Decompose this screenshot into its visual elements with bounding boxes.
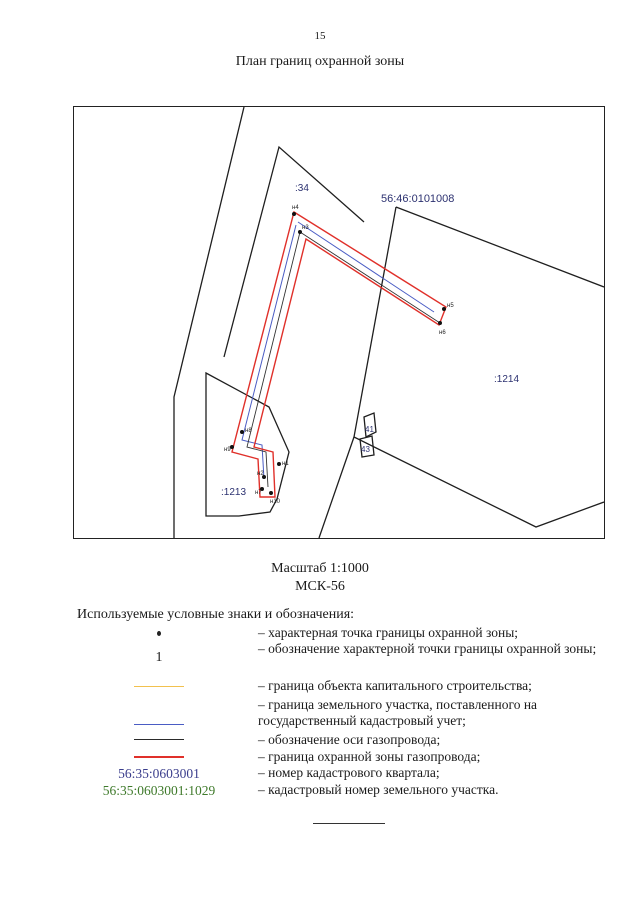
point-dot	[269, 491, 273, 495]
page-title: План границ охранной зоны	[235, 54, 405, 69]
legend-text: – характерная точка границы охранной зоны;	[258, 625, 519, 640]
point-dot	[292, 212, 296, 216]
quarter-label: 56:46:0101008	[381, 193, 455, 205]
parcel-boundaries	[174, 107, 604, 538]
point-label: н10	[270, 499, 280, 505]
blue-line-icon	[134, 724, 184, 725]
legend-row-point	[60, 625, 620, 641]
legend-symbol	[60, 748, 258, 765]
coordinate-system: МСК-56	[295, 579, 345, 594]
point-label: н6	[439, 330, 446, 336]
legend-text: – кадастровый номер земельного участка.	[258, 782, 499, 797]
legend-text: – обозначение характерной точки границы охранной зоны;	[258, 641, 597, 656]
parcel-boundary-lower	[319, 437, 354, 538]
parcel-label-1214: :1214	[494, 374, 520, 385]
legend-row-axis	[60, 731, 620, 748]
legend-row-capital	[60, 675, 620, 697]
parcel-label-1213: :1213	[221, 487, 247, 498]
quarter-boundary-top	[396, 207, 604, 287]
legend-row-cadastral	[60, 782, 620, 799]
point-label: н9	[224, 447, 231, 453]
axis-segment-1	[300, 232, 440, 323]
map-canvas	[74, 107, 604, 538]
legend-row-zone	[60, 748, 620, 765]
legend-text: – граница земельного участка, поставленного на государственный кадастровый учет;	[258, 697, 538, 728]
point-label: н7	[255, 490, 262, 496]
scale-block	[0, 560, 640, 596]
parcel-line-blue-1	[298, 222, 434, 312]
building-label-41: 41	[365, 425, 374, 434]
point-dot	[240, 430, 244, 434]
axis-segment-2	[247, 232, 300, 487]
legend	[60, 625, 620, 799]
boundary-map	[73, 106, 605, 539]
legend-symbol	[60, 625, 258, 641]
red-line-icon	[134, 756, 184, 758]
protection-zone-outline	[232, 212, 446, 497]
point-label: н1	[282, 461, 289, 467]
legend-row-quarter	[60, 765, 620, 782]
legend-symbol-text: 1	[155, 650, 163, 665]
legend-row-parcel	[60, 697, 620, 731]
legend-row-point-label	[60, 641, 620, 675]
legend-heading: Используемые условные знаки и обозначения:	[77, 607, 355, 622]
building-label-43: 43	[361, 445, 370, 454]
protection-zone	[232, 212, 446, 497]
legend-symbol-text: 56:35:0603001	[118, 765, 200, 781]
scale-text: Масштаб 1:1000	[271, 561, 369, 576]
divider-rule	[313, 823, 385, 824]
parcel-boundary-1214	[354, 207, 604, 527]
point-dot	[438, 321, 442, 325]
point-dot	[442, 307, 446, 311]
point-dot	[277, 462, 281, 466]
point-label: н3	[302, 225, 309, 231]
page-number: 15	[314, 30, 326, 42]
point-label: н8	[245, 428, 252, 434]
point-label: н5	[447, 303, 454, 309]
legend-symbol	[60, 675, 258, 697]
point-label: н4	[292, 205, 299, 211]
legend-text: – номер кадастрового квартала;	[258, 765, 440, 780]
legend-symbol	[60, 697, 258, 731]
parcel-line-blue-2	[242, 225, 296, 479]
legend-symbol-text: 56:35:0603001:1029	[102, 782, 216, 798]
legend-symbol	[60, 731, 258, 748]
legend-text: – граница охранной зоны газопровода;	[258, 748, 481, 764]
dot-icon	[157, 631, 161, 636]
parcel-label-34: :34	[295, 183, 309, 194]
yellow-line-icon	[134, 686, 184, 687]
legend-text: – обозначение оси газопровода;	[258, 731, 441, 747]
black-line-icon	[134, 739, 184, 740]
legend-text: – граница объекта капитального строительства;	[258, 678, 532, 693]
point-label: н2	[257, 471, 264, 477]
